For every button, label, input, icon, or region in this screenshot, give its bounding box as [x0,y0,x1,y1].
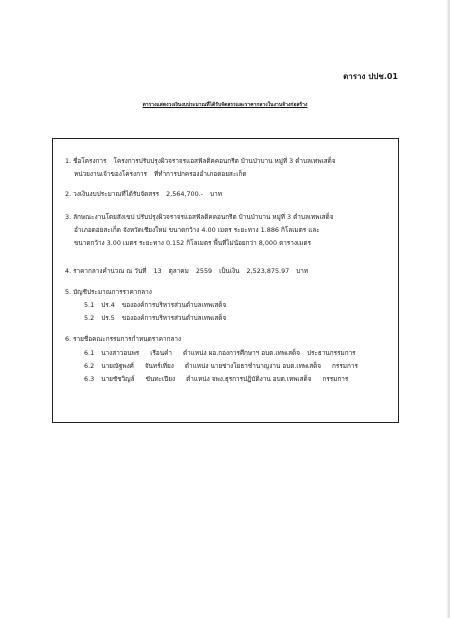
document-code: ตาราง ปปช.01 [343,72,398,81]
member-role: ประธานกรรมการ [307,349,356,357]
item-2-label: 2. วงเงินงบประมาณที่ได้รับจัดสรร [65,190,160,198]
member-num: 6.1 [84,349,95,357]
item-2-line [65,191,222,197]
member-position: ตำแหน่ง จพง.ธุรการปฏิบัติงาน อบต.เทพเสด็จ [186,375,312,383]
document-title: ตารางแสดงวงเงินงบประมาณที่ได้รับจัดสรรและราคากลางในงานจ้างก่อสร้าง [142,102,308,108]
member-last-name: เรือนคำ [150,349,172,357]
member-last-name: จันทร์เที่ยง [144,362,174,370]
committee-member-1 [84,350,356,356]
member-last-name: ขันทะเปียง [145,375,176,383]
item-5-sub-1 [84,302,226,308]
member-role: กรรมการ [332,362,358,370]
committee-member-3 [84,376,348,382]
item-1-line [65,158,336,164]
item-4-unit: บาท [296,267,309,275]
member-num: 6.3 [84,375,95,383]
member-role: กรรมการ [322,375,349,383]
item-4-amount: 2,523,875.97 [246,267,290,275]
sub-form: ปร.5 [101,314,115,322]
member-first-name: นายณัฐพงศ์ [101,362,134,370]
item-1-label: 1. ชื่อโครงการ [65,157,107,165]
item-4-year: 2559 [195,267,213,275]
item-5-sub-2 [84,315,226,321]
scan-edge-shadow [446,0,450,618]
member-first-name: นางสาวอนพร [101,349,140,357]
info-box [52,138,399,423]
item-4-day: 13 [153,267,162,275]
committee-member-2 [84,363,358,369]
item-4-month: ตุลาคม [168,267,189,275]
member-position: ตำแหน่ง นายช่างโยธาชำนาญงาน อบต.เทพเสด็จ [184,362,321,370]
item-3-line-2: อำเภอดอยสะเก็ด จังหวัดเชียงใหม่ ขนาดกว้าง 4.00 เมตร ระยะทาง 1.886 กิโลเมตร และ [74,226,320,234]
member-num: 6.2 [84,362,95,370]
item-1-agency-value: ที่ทำการปกครองอำเภอดอยสะเก็ด [154,170,247,178]
item-2-unit: บาท [210,190,222,198]
item-4-label: 4. ราคากลางคำนวณ ณ วันที่ [65,267,147,275]
member-position: ตำแหน่ง ผอ.กองการศึกษาฯ อบต.เทพเสด็จ [183,349,300,357]
item-4-amount-label: เป็นเงิน [219,267,240,275]
item-5-label: 5. บัญชีประมาณการราคากลาง [65,288,152,296]
item-1-value: โครงการปรับปรุงผิวจราจรแอสฟัลติคคอนกรีต บ้านป่าบาน หมู่ที่ 3 ตำบลเทพเสด็จ [113,157,336,165]
sub-text: ขององค์การบริหารส่วนตำบลเทพเสด็จ [121,314,227,322]
sub-num: 5.1 [84,301,95,309]
sub-text: ขององค์การบริหารส่วนตำบลเทพเสด็จ [121,301,227,309]
member-first-name: นายชัชวิญล์ [101,375,135,383]
item-1-agency-label: หน่วยงานเจ้าของโครงการ [74,170,147,178]
item-4-line [65,268,308,274]
item-2-amount: 2,564,700.- [166,190,203,198]
sub-num: 5.2 [84,314,95,322]
item-3-line-1: 3. ลักษณะงานโดยสังเขป ปรับปรุงผิวจราจรแอสฟัลติคคอนกรีต บ้านป่าบาน หมู่ที่ 3 ตำบลเทพเสด็จ [65,213,334,221]
item-1-agency [74,171,246,177]
item-3-line-3: ขนาดกว้าง 3.00 เมตร ระยะทาง 0.152 กิโลเมตร พื้นที่ไม่น้อยกว่า 8,000 ตารางเมตร [74,239,311,247]
item-6-label: 6. รายชื่อคณะกรรมการกำหนดราคากลาง [65,335,182,343]
sub-form: ปร.4 [101,301,115,309]
